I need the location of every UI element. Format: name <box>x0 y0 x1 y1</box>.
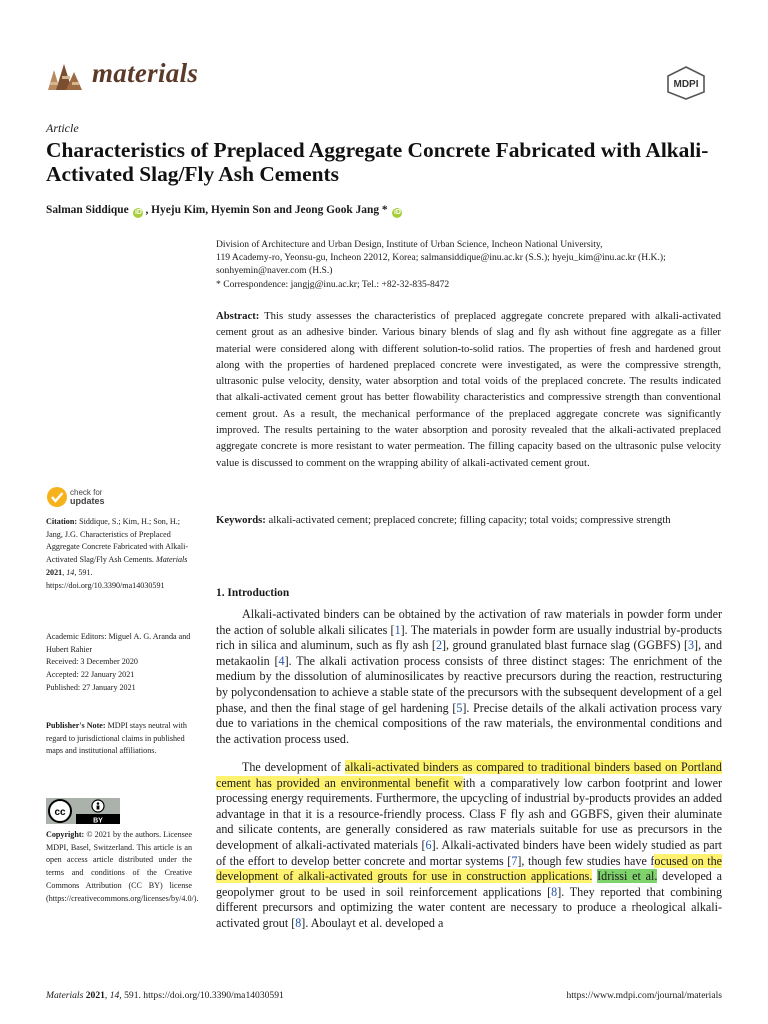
author-list <box>46 204 404 218</box>
affiliation-line: Division of Architecture and Urban Design, Institute of Urban Science, Incheon National University, <box>216 239 603 250</box>
journal-logo-icon <box>46 60 86 94</box>
mdpi-logo-icon <box>666 66 706 100</box>
section-heading: 1. Introduction <box>216 587 290 599</box>
orcid-icon[interactable]: iD <box>393 209 401 216</box>
note-text: MDPI stays neutral with regard to jurisdictional claims in published maps and institutional affiliations. <box>46 721 187 756</box>
citation-text: Siddique, S.; Kim, H.; Son, H.; Jang, J.G. Characteristics of Preplaced Aggregate Concrete Fabricated with Alkali-Activated Slag/Fly Ash Cements. <box>46 517 189 565</box>
keywords-text: alkali-activated cement; preplaced concrete; filling capacity; total voids; compressive strength <box>268 514 671 526</box>
citation-link[interactable]: 3 <box>688 638 695 653</box>
citation-link[interactable]: 4 <box>278 653 285 668</box>
correspondence: * Correspondence: jangjg@inu.ac.kr; Tel.: +82-32-835-8472 <box>216 278 450 290</box>
footer-citation: Materials 2021, 14, 591. https://doi.org/10.3390/ma14030591 <box>46 990 284 1001</box>
author-1[interactable]: Salman Siddique <box>46 204 129 216</box>
citation-volume: 14 <box>66 567 75 577</box>
affiliation <box>216 238 728 291</box>
citation-link[interactable]: 8 <box>551 884 558 899</box>
article-title: Characteristics of Preplaced Aggregate Concrete Fabricated with Alkali-Activated Slag/Fly Ash Cements <box>46 138 709 186</box>
academic-editors: Academic Editors: Miguel A. G. Aranda and Hubert Rahier <box>46 632 191 654</box>
check-updates-icon <box>46 486 68 508</box>
citation-link[interactable]: 6 <box>425 837 432 852</box>
abstract <box>216 308 721 471</box>
highlight-green: Idrissi et al. <box>597 869 658 884</box>
citation: Citation: Siddique, S.; Kim, H.; Son, H.; Jang, J.G. Characteristics of Preplaced Aggregate Concrete Fabricated with Alkali-Activated Slag/Fly Ash Cements. Materials 2021, 14, 591. https://doi.org/10.3390/ma14030591 <box>46 517 189 590</box>
journal-name: materials <box>92 58 199 88</box>
citation-year: 2021 <box>46 567 63 577</box>
citation-doi[interactable]: , 591. https://doi.org/10.3390/ma14030591 <box>46 567 165 590</box>
citation-link[interactable]: 5 <box>456 700 463 715</box>
abstract-label: Abstract: <box>216 310 260 322</box>
citation-link[interactable]: 8 <box>295 915 302 930</box>
publisher-note <box>46 720 192 758</box>
intro-paragraph-1: Alkali-activated binders can be obtained by the activation of raw materials in powder form under the action of soluble alkali silicates [1]. The materials in powder form are usually industrial by-products rich in silica and aluminum, such as fly ash [2], ground granulated blast furnace slag (GGBFS) [3], and metakaolin [4]. The alkali activation process consists of three distinct stages: The enrichment of the medium by the dissolution of aluminosilicates by reactive precursors during the reaction, restructuring by polycondensation to achieve a stable state of the precursors with the subsequent development of a gel phase, and then the final stage of gel hardening [5]. Precise details of the alkali activation process vary due to variations in the chemical compositions of the raw materials, the environmental conditions and the activation process used. <box>216 607 722 746</box>
keywords <box>216 512 721 528</box>
highlight: ocused on the development of alkali-activated grouts for use in construction applications. <box>216 853 723 884</box>
other-authors[interactable]: , Hyeju Kim, Hyemin Son and Jeong Gook Jang * <box>145 204 388 216</box>
citation-link[interactable]: 1 <box>394 622 401 637</box>
citation-link[interactable]: 7 <box>511 853 518 868</box>
copyright-label: Copyright: <box>46 830 85 839</box>
accepted-date: Accepted: 22 January 2021 <box>46 670 135 680</box>
updates-text: updates <box>70 496 105 506</box>
received-date: Received: 3 December 2020 <box>46 657 138 667</box>
published-date: Published: 27 January 2021 <box>46 682 136 692</box>
copyright-text: © 2021 by the authors. Licensee MDPI, Basel, Switzerland. This article is an open access article distributed under the terms and conditions of the Creative Commons Attribution (CC BY) license (https://creativecommons.org/licenses/by/4.0/). <box>46 830 199 903</box>
svg-text:cc: cc <box>54 807 66 818</box>
note-label: Publisher's Note: <box>46 721 106 730</box>
check-for-text: check for <box>70 488 103 497</box>
abstract-text: This study assesses the characteristics of preplaced aggregate concrete prepared with alkali-activated cement grout as an adhesive binder. Various binary blends of slag and fly ash without fine aggregate as a filler material were considered along with different solution-to-solid ratios. The properties of fresh and hardened grout along with the properties of hardened preplaced concrete were investigated, as were the compressive strength, ultrasonic pulse velocity, density, water absorption and total voids of the preplaced concrete. The results indicated that alkali-activated cement grout has better flowability characteristics and compressive strength than conventional cement grout. As a result, the mechanical performance of the preplaced aggregate concrete was significantly improved. The results pertaining to the water absorption and porosity revealed that the alkali-activated preplaced aggregate concrete is more resistant to water permeation. The filling capacity based on the ultrasonic pulse velocity value is discussed to comment on the wrapping ability of alkali-activated cement grout. <box>216 310 721 469</box>
citation-journal: Materials <box>155 555 188 565</box>
footer-journal-url[interactable]: https://www.mdpi.com/journal/materials <box>566 990 722 1001</box>
affiliation-line: sonhyemin@naver.com (H.S.) <box>216 265 333 277</box>
check-for-updates-button[interactable] <box>46 484 126 514</box>
dates-block <box>46 631 192 695</box>
cc-by-license-icon[interactable] <box>46 798 120 824</box>
article-type: Article <box>46 121 79 135</box>
svg-text:BY: BY <box>93 817 103 824</box>
footer-doi[interactable]: , 591. https://doi.org/10.3390/ma14030591 <box>119 990 284 1001</box>
highlight: alkali-activated binders as compared to traditional binders based on Portland cement has provided an environmental benefit w <box>216 760 722 790</box>
affiliation-line: 119 Academy-ro, Yeonsu-gu, Incheon 22012, Korea; salmansiddique@inu.ac.kr (S.S.); hyeju_kim@inu.ac.kr (H.K.); <box>216 252 666 264</box>
intro-paragraph-2: The development of alkali-activated binders as compared to traditional binders based on Portland cement has provided an environmental benefit with a comparatively low carbon footprint and lower processing energy requirements. Furthermore, the upcycling of industrial by-products provides an added advantage in that it is a resource-friendly process. Class F fly ash and GGBFS, given their aluminate and silicate contents, are generally considered as raw materials suitable for use as precursors in the development of alkali-activated materials [6]. Alkali-activated binders have been widely studied as part of the effort to develop better concrete and mortar systems [7], though few studies have focused on the development of alkali-activated grouts for use in construction applications. Idrissi et al. developed a geopolymer grout to be used in soil reinforcement applications [8]. They reported that combining different precursors and optimizing the water content are necessary to produce a rheological alkali-activated grout [8]. Aboulayt et al. developed a <box>216 760 723 930</box>
copyright <box>46 829 199 905</box>
orcid-icon[interactable]: iD <box>134 209 142 216</box>
publisher-logo-text: MDPI <box>673 79 699 90</box>
keywords-label: Keywords: <box>216 514 266 526</box>
citation-label: Citation: <box>46 517 78 526</box>
citation-link[interactable]: 2 <box>435 638 442 653</box>
